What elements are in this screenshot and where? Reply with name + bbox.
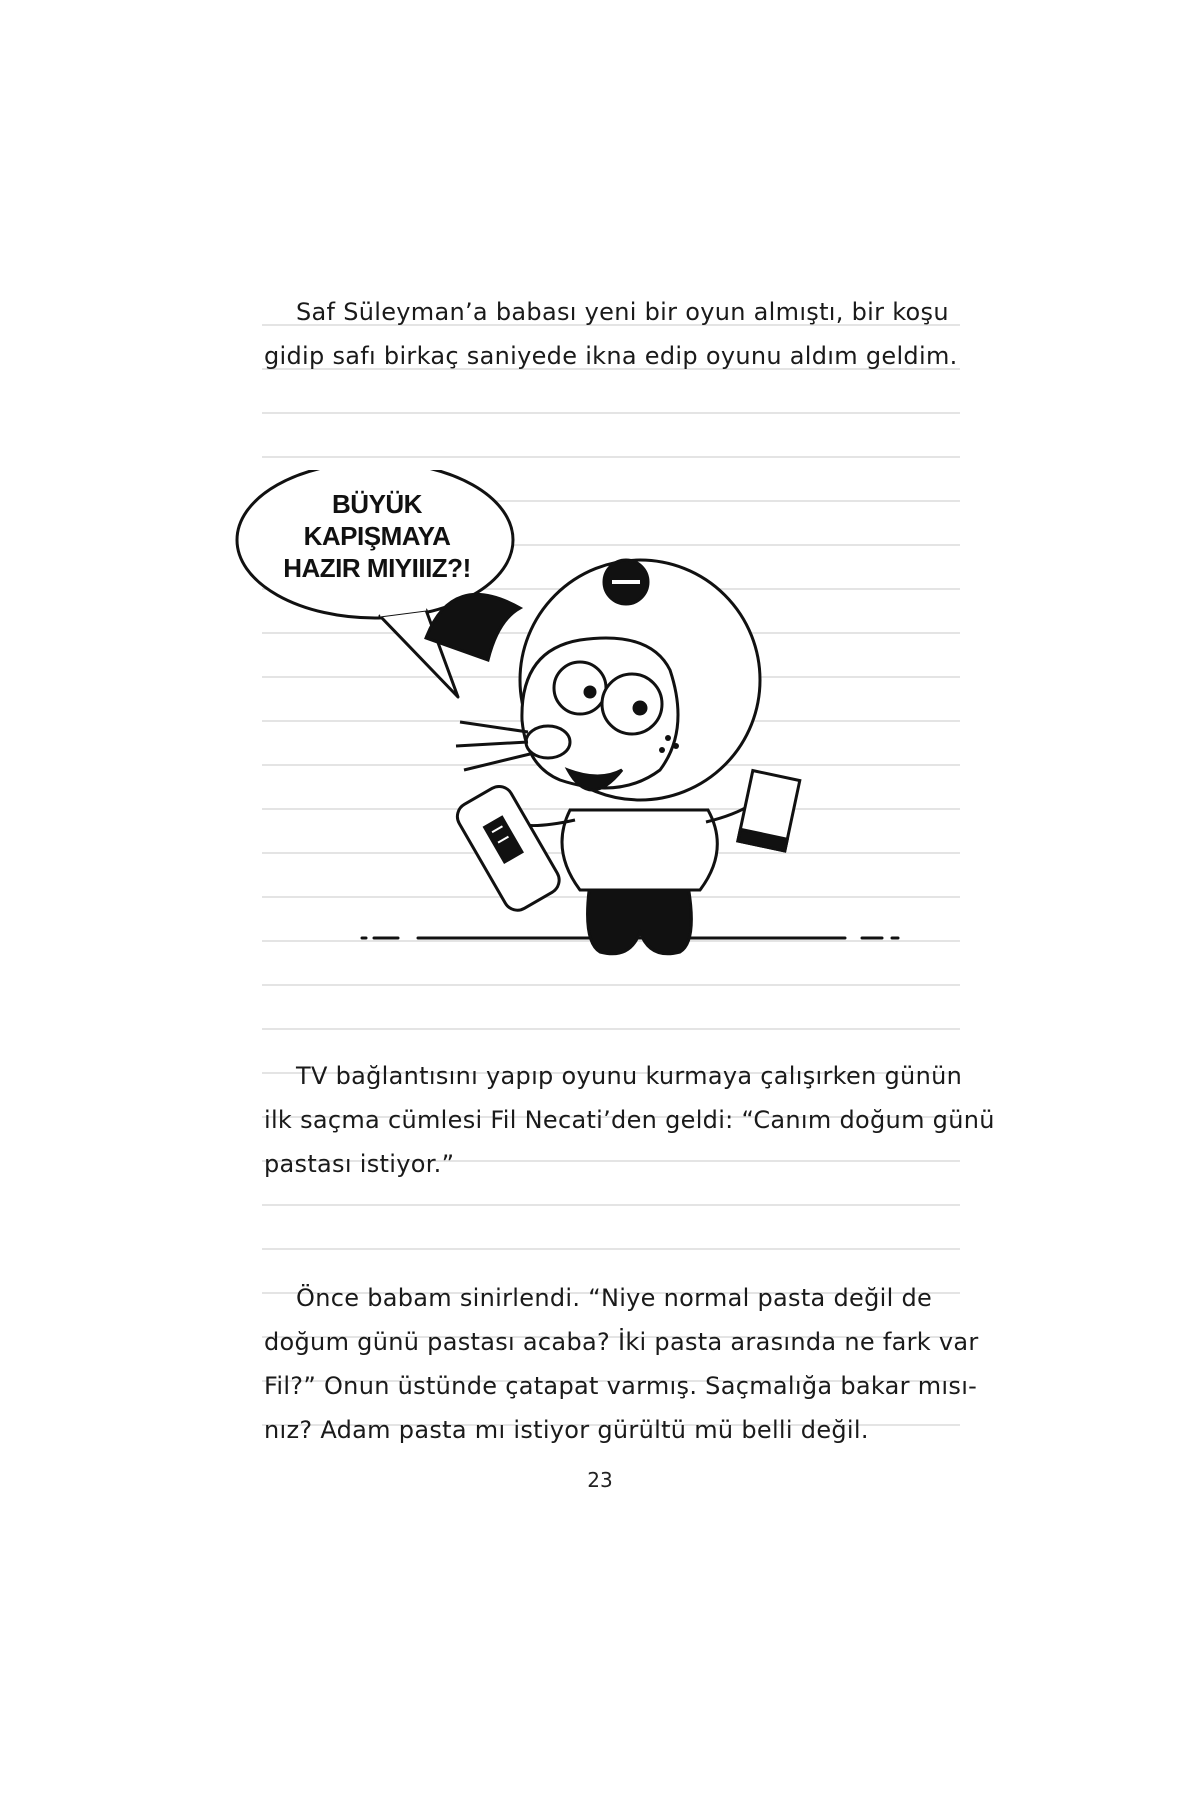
speech-bubble-text xyxy=(262,488,492,584)
page-number: 23 xyxy=(587,1468,613,1492)
paragraph-2 xyxy=(264,1054,995,1186)
cartoon-character xyxy=(426,560,800,954)
speech-bubble-line: HAZIR MIYIIIZ?! xyxy=(283,553,471,583)
ruled-line xyxy=(262,456,960,458)
ruled-line xyxy=(262,1028,960,1030)
paragraph-line: Önce babam sinirlendi. “Niye normal pasta değil de xyxy=(296,1284,933,1312)
paragraph-line: TV bağlantısını yapıp oyunu kurmaya çalışırken günün xyxy=(296,1062,963,1090)
paragraph-line: nız? Adam pasta mı istiyor gürültü mü belli değil. xyxy=(264,1416,869,1444)
ruled-line xyxy=(262,412,960,414)
speech-bubble-line: KAPIŞMAYA xyxy=(303,521,451,551)
paragraph-line: pastası istiyor.” xyxy=(264,1150,455,1178)
paragraph-1 xyxy=(264,290,964,378)
ruled-line xyxy=(262,1248,960,1250)
speech-bubble-line: BÜYÜK xyxy=(332,489,422,519)
paragraph-line: Fil?” Onun üstünde çatapat varmış. Saçmalığa bakar mısı- xyxy=(264,1372,978,1400)
paragraph-line: doğum günü pastası acaba? İki pasta arasında ne fark var xyxy=(264,1328,979,1356)
paragraph-line: gidip safı birkaç saniyede ikna edip oyunu aldım geldim. xyxy=(264,342,958,370)
paragraph-line: ilk saçma cümlesi Fil Necati’den geldi: “Canım doğum günü xyxy=(264,1106,995,1134)
ruled-line xyxy=(262,1204,960,1206)
paragraph-3 xyxy=(264,1276,979,1452)
paragraph-line: Saf Süleyman’a babası yeni bir oyun almıştı, bir koşu xyxy=(296,298,949,326)
